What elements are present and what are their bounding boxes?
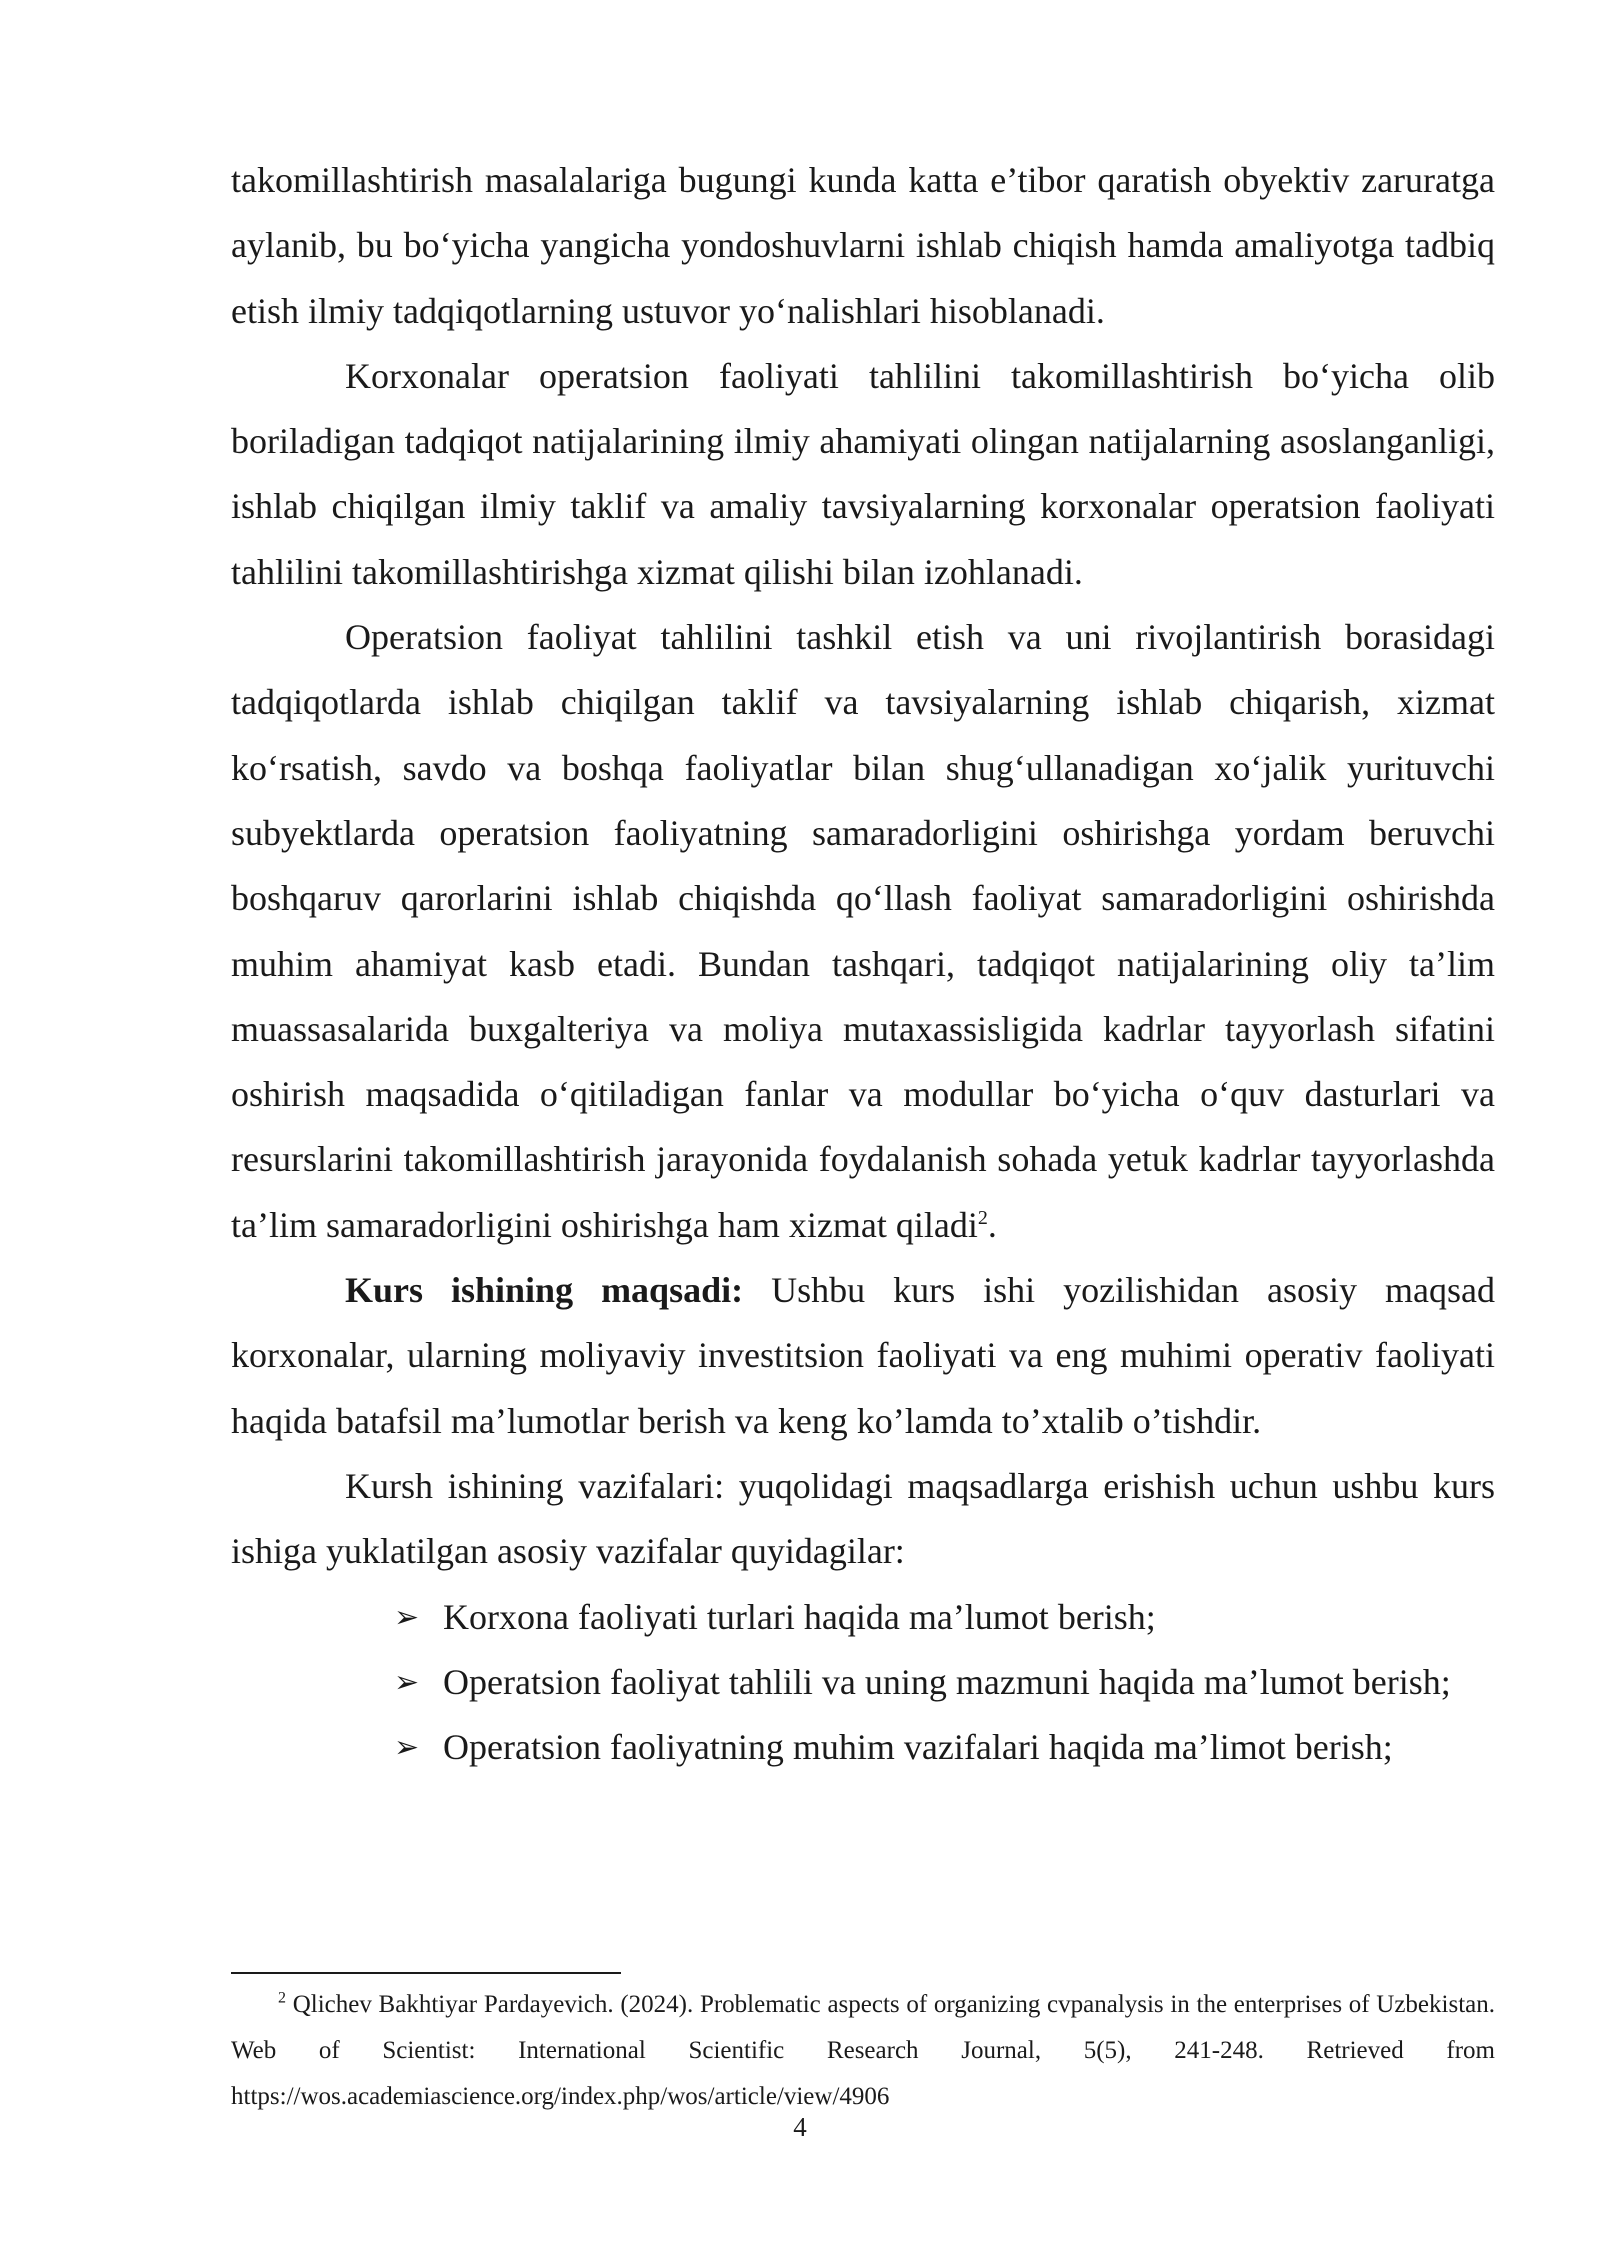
list-item-text: Operatsion faoliyat tahlili va uning mazmuni haqida ma’lumot berish; (443, 1661, 1451, 1702)
paragraph-course-tasks: Kursh ishining vazifalari: yuqolidagi maqsadlarga erishish uchun ushbu kurs ishiga yuklatilgan asosiy vazifalar quyidagilar: (231, 1465, 1495, 1572)
paragraph-practical-text: Operatsion faoliyat tahlilini tashkil etish va uni rivojlantirish borasidagi tadqiqotlarda ishlab chiqilgan taklif va tavsiyalarning ishlab chiqarish, xizmat ko‘rsatish, savdo va boshqa faoliyatlar bilan shug‘ullanadigan xo‘jalik yurituvchi subyektlarda operatsion faoliyatning samaradorligini oshirishga yordam beruvchi boshqaruv qarorlarini ishlab chiqishda qo‘llash faoliyat samaradorligini oshirishda muhim ahamiyat kasb etadi. Bundan tashqari, tadqiqot natijalarining oliy ta’lim muassasalarida buxgalteriya va moliya mutaxassisligida kadrlar tayyorlash sifatini oshirish maqsadida o‘qitiladigan fanlar va modullar bo‘yicha o‘quv dasturlari va resurslarini takomillashtirish jarayonida foydalanish sohada yetuk kadrlar tayyorlashda ta’lim samaradorligini oshirishga ham xizmat qiladi (231, 617, 1495, 1245)
footnote-reference[interactable]: 2 (977, 1206, 988, 1229)
page-number: 4 (793, 2112, 807, 2142)
paragraph-practical-significance (231, 605, 1495, 1258)
course-goal-text: Ushbu kurs ishi yozilishidan asosiy maqsad korxonalar, ularning moliyaviy investitsion faoliyati va eng muhimi operativ faoliyati haqida batafsil ma’lumotlar berish va keng ko’lamda to’xtalib o’tishdir. (231, 1270, 1496, 1441)
tasks-list (231, 1585, 1495, 1781)
footnote-text (231, 1982, 1495, 2120)
footnote (231, 1982, 1495, 2120)
list-item-text: Operatsion faoliyatning muhim vazifalari haqida ma’limot berish; (443, 1727, 1393, 1768)
course-goal-heading: Kurs ishining maqsadi: (345, 1270, 744, 1311)
list-item (231, 1650, 1495, 1715)
list-item (231, 1585, 1495, 1650)
arrow-bullet-icon: ➢ (394, 1730, 420, 1766)
paragraph-continuation: takomillashtirish masalalariga bugungi kunda katta e’tibor qaratish obyektiv zaruratga aylanib, bu bo‘yicha yangicha yondoshuvlarni ishlab chiqish hamda amaliyotga tadbiq etish ilmiy tadqiqotlarning ustuvor yo‘nalishlari hisoblanadi. (231, 160, 1495, 331)
paragraph-course-goal (231, 1258, 1495, 1454)
list-item (231, 1715, 1495, 1780)
paragraph-end-period: . (987, 1204, 997, 1245)
body-text (231, 148, 1495, 1780)
arrow-bullet-icon: ➢ (394, 1664, 420, 1700)
paragraph-scientific-significance: Korxonalar operatsion faoliyati tahlilini takomillashtirish bo‘yicha olib boriladigan tadqiqot natijalarining ilmiy ahamiyati olingan natijalarning asoslanganligi, ishlab chiqilgan ilmiy taklif va amaliy tavsiyalarning korxonalar operatsion faoliyati tahlilini takomillashtirishga xizmat qilishi bilan izohlanadi. (231, 355, 1495, 592)
footnote-citation: Qlichev Bakhtiyar Pardayevich. (2024). Problematic aspects of organizing cvpanalysis in the enterprises of Uzbekistan. Web of Scientist: International Scientific Research Journal, 5(5), 241-248. Retrieved from https://wos.academiascience.org/index.php/wos/article/view/4906 (231, 1991, 1495, 2110)
footnote-separator (231, 1972, 621, 1974)
list-item-text: Korxona faoliyati turlari haqida ma’lumot berish; (443, 1596, 1156, 1637)
footnote-number: 2 (278, 1989, 286, 2007)
arrow-bullet-icon: ➢ (394, 1599, 420, 1635)
